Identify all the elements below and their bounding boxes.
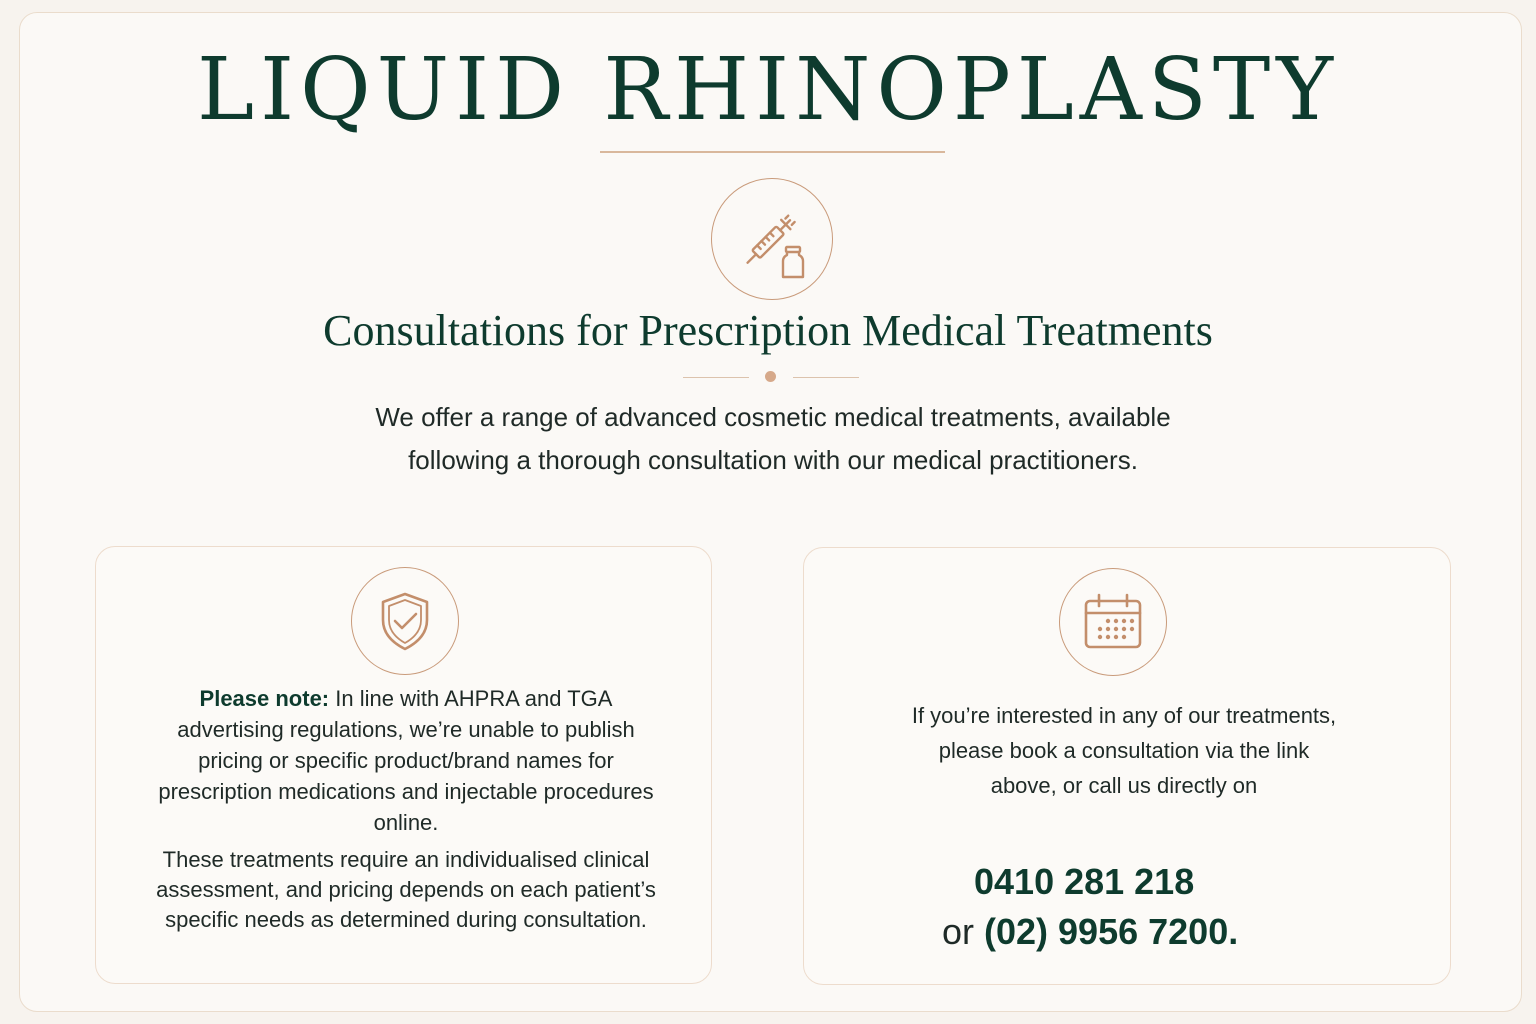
calendar-icon bbox=[1080, 589, 1146, 655]
phone-link-landline[interactable]: (02) 9956 7200. bbox=[984, 911, 1239, 952]
shield-badge bbox=[351, 567, 459, 675]
intro-text: We offer a range of advanced cosmetic medical treatments, available following a thorough consultation with our medical practitioners. bbox=[375, 402, 1171, 475]
hero-icon-badge bbox=[711, 178, 833, 300]
regulation-note bbox=[156, 683, 656, 838]
regulation-note-card bbox=[95, 546, 712, 984]
phone-row bbox=[942, 910, 1238, 954]
note-label: Please note: bbox=[199, 686, 330, 711]
or-text: or bbox=[942, 911, 975, 952]
note-text: In line with AHPRA and TGA advertising regulations, we’re unable to publish pricing or specific product/brand names for prescription medications and injectable procedures online. bbox=[158, 686, 654, 835]
shield-check-icon bbox=[372, 588, 438, 654]
phone-link-mobile[interactable]: 0410 281 218 bbox=[974, 861, 1195, 902]
pricing-note: These treatments require an individualised clinical assessment, and pricing depends on each patient’s specific needs as determined during consultation. bbox=[156, 847, 656, 932]
calendar-badge bbox=[1059, 568, 1167, 676]
section-subtitle: Consultations for Prescription Medical Treatments bbox=[323, 306, 1213, 355]
syringe-vial-icon bbox=[730, 197, 814, 281]
title-underline bbox=[600, 151, 945, 153]
contact-card bbox=[803, 547, 1451, 985]
ornament-divider bbox=[683, 371, 859, 383]
contact-text: If you’re interested in any of our treatments, please book a consultation via the link above, or call us directly on bbox=[911, 703, 1337, 798]
page-title: LIQUID RHINOPLASTY bbox=[197, 40, 1339, 140]
